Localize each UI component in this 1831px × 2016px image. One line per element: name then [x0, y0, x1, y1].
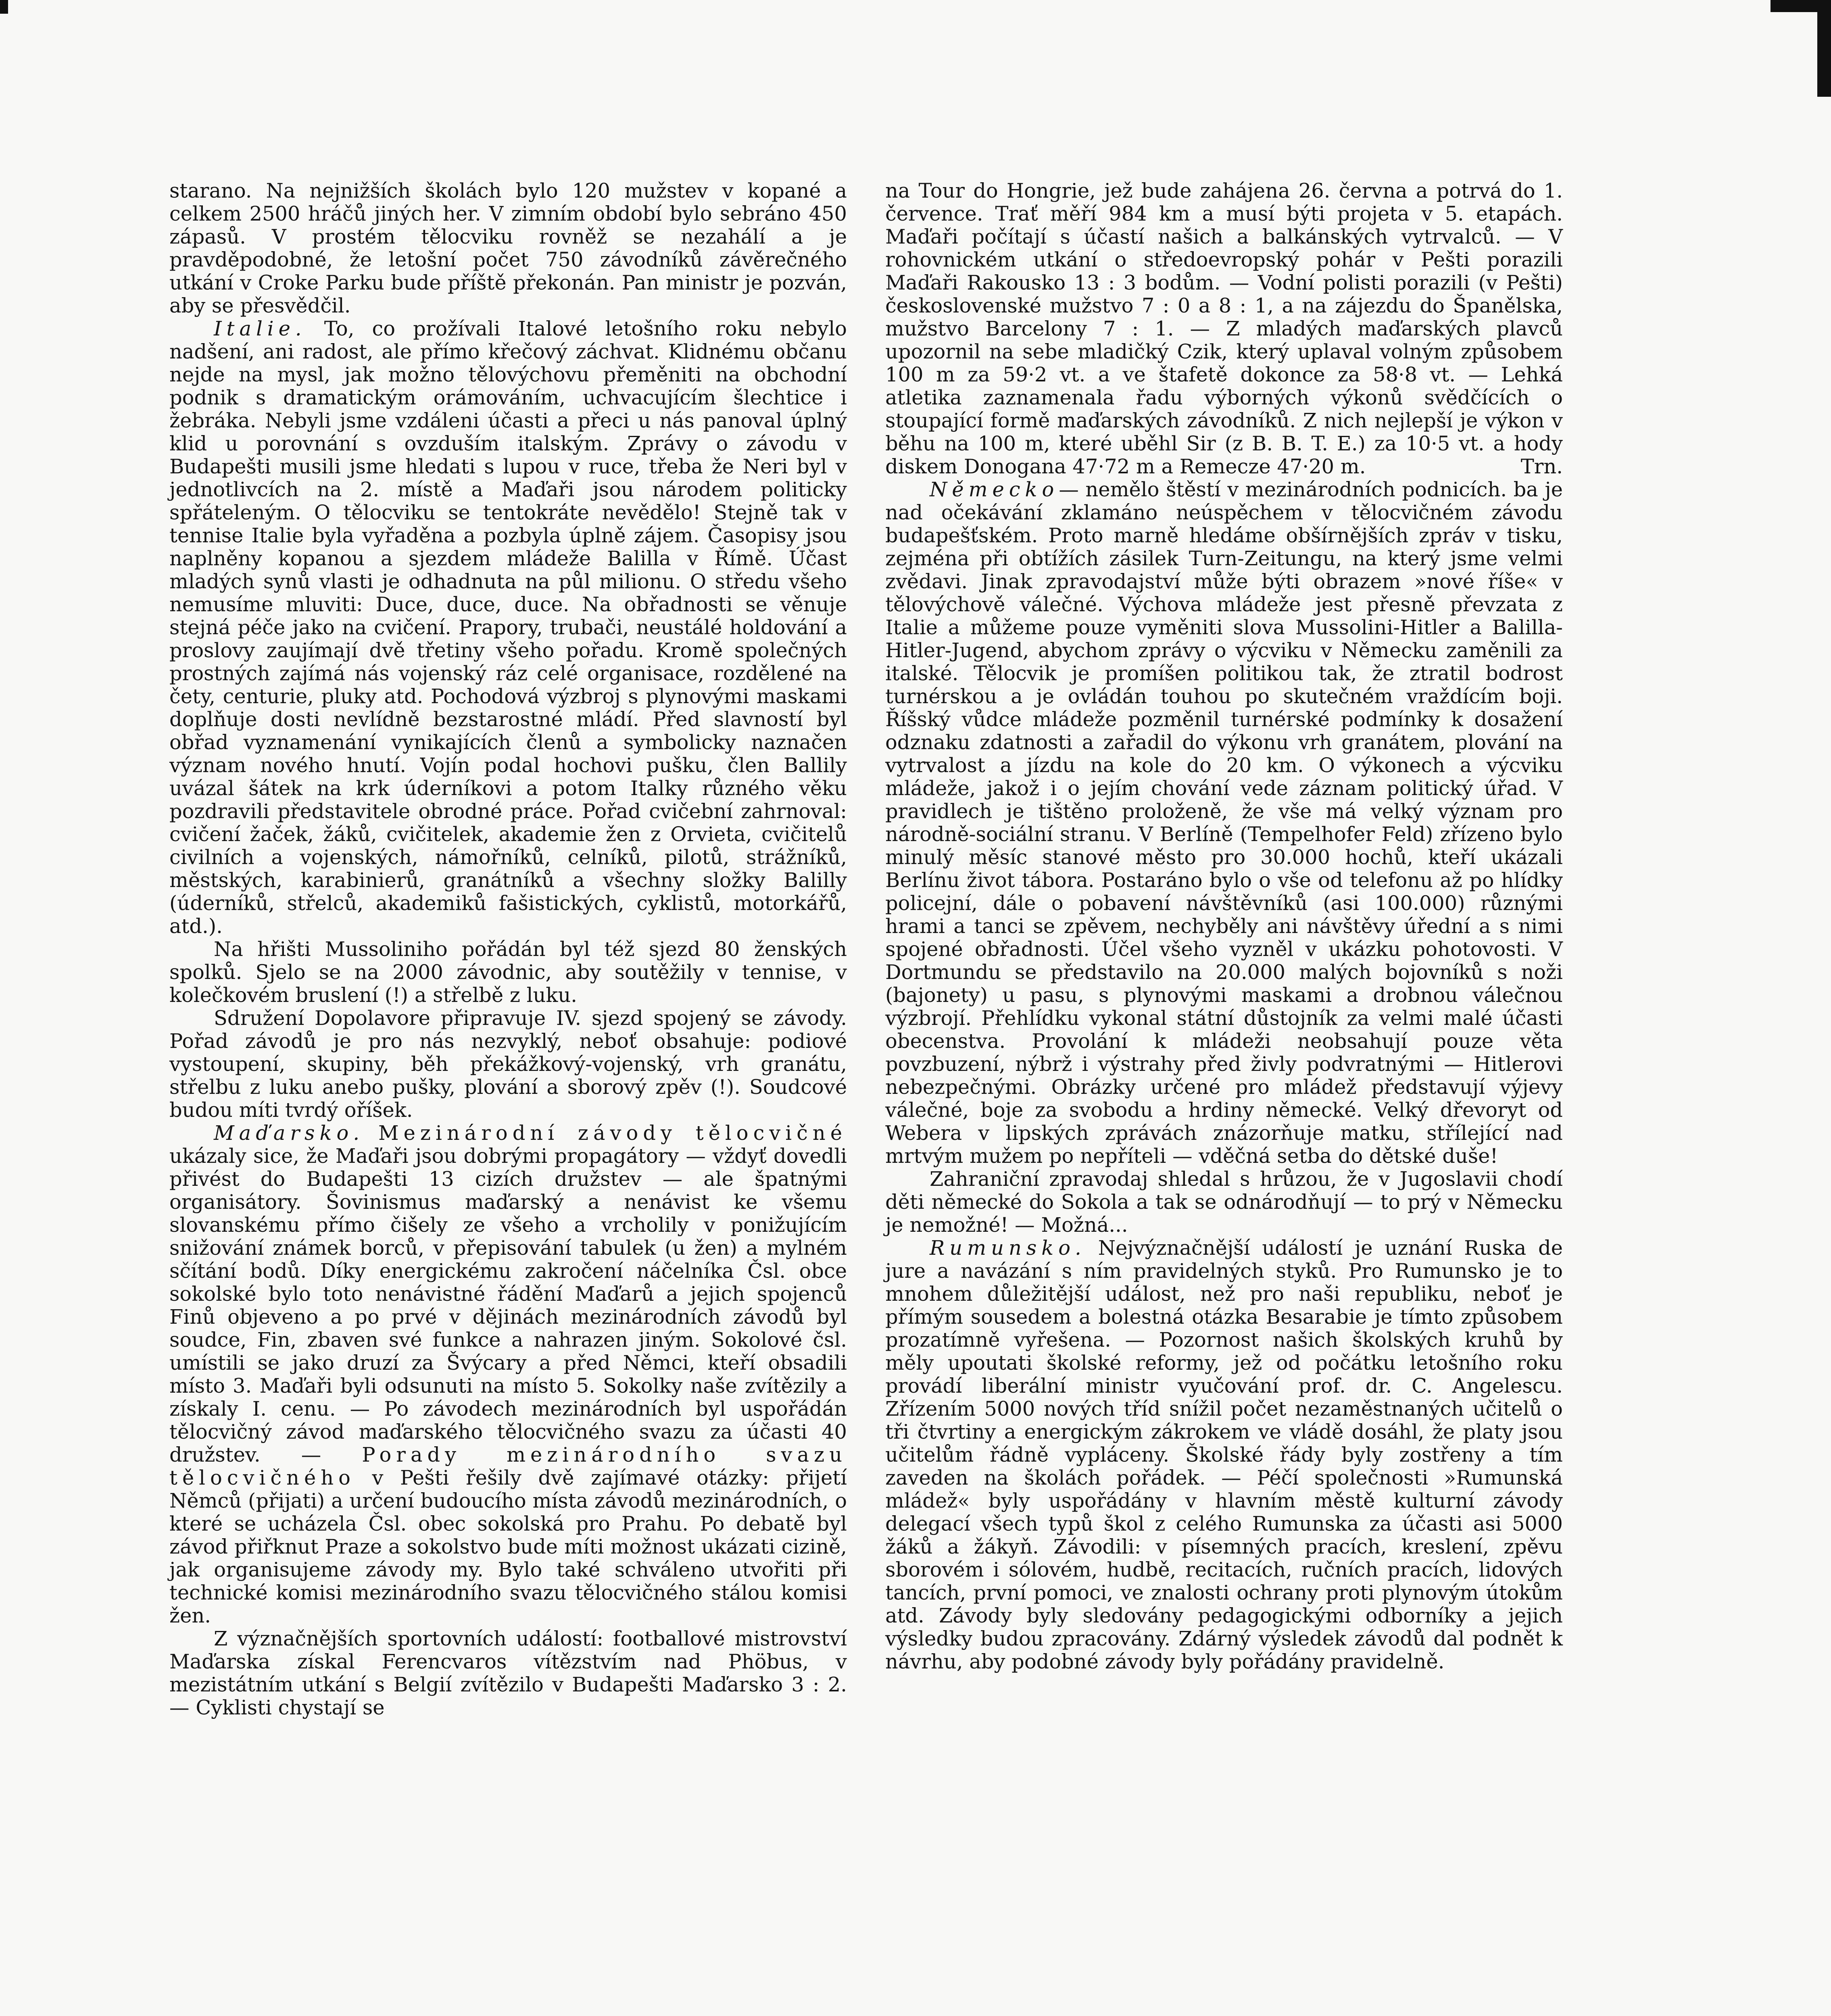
spaced-phrase: Mezinárodní závody tělocvičné	[378, 1121, 847, 1145]
paragraph-text: v Pešti řešily dvě zajímavé otázky: přijetí Němců (přijati) a určení budoucího místa závodů mezinárodních, o které se ucházela Čsl. obec sokolská pro Prahu. Po debatě byl závod přiřknut Praze a sokolstvo bude míti možnost ukázati cizině, jak organisujeme závody my. Bylo také schváleno utvořiti při technické komisi mezinárodního svazu tělocvičného stálou komisi žen.	[169, 1466, 847, 1627]
right-column	[885, 179, 1563, 1673]
paragraph-rumunsko	[885, 1237, 1563, 1673]
section-heading-nemecko: Německo	[930, 478, 1059, 501]
paragraph: starano. Na nejnižších školách bylo 120 mužstev v kopané a celkem 2500 hráčů jiných her. V zimním období bylo sebráno 450 zápasů. V prostém tělocviku rovněž se nezahálí a je pravděpodobné, že letošní počet 750 závodníků závěrečného utkání v Croke Parku bude příště překonán. Pan ministr je pozván, aby se přesvědčil.	[169, 179, 847, 317]
paragraph-madarsko	[169, 1122, 847, 1627]
paragraph-text: — nemělo štěstí v mezinárodních podnicích. ba je nad očekávání zklamáno neúspěchem v tělocvičném závodu budapešťském. Proto marně hledáme obšírnějších zpráv v tisku, zejména při obtížích zásilek Turn-Zeitungu, na který jsme velmi zvědavi. Jinak zpravodajství může býti obrazem »nové říše« v tělovýchově válečné. Výchova mládeže jest přesně převzata z Italie a můžeme pouze vyměniti slova Mussolini-Hitler a Balilla-Hitler-Jugend, abychom zprávy o výcviku v Německu zaměnili za italské. Tělocvik je promíšen politikou tak, že ztratil bodrost turnérskou a je ovládán touhou po skutečném vraždícím boji. Říšský vůdce mládeže pozměnil turnérské podmínky k dosažení odznaku zdatnosti a zařadil do výkonu vrh granátem, plování na vytrvalost a jízdu na kole do 20 km. O výkonech a výcviku mládeže, jakož i o jejím chování vede záznam politický úřad. V pravidlech je tištěno proloženě, že vše má velký význam pro národně-sociální stranu. V Berlíně (Tempelhofer Feld) zřízeno bylo minulý měsíc stanové město pro 30.000 hochů, kteří ukázali Berlínu život tábora. Postaráno bylo o vše od telefonu až po hlídky policejní, dále o pobavení návštěvníků (asi 100.000) různými hrami a tanci se zpěvem, nechyběly ani návštěvy úřední a s nimi spojené obřadnosti. Účel všeho vyzněl v ukázku pohotovosti. V Dortmundu se představilo na 20.000 malých bojovníků s noži (bajonety) u pasu, s plynovými maskami a drobnou válečnou výzbrojí. Přehlídku vykonal státní důstojník za velmi malé účasti obecenstva. Provolání k mládeži neobsahují pouze věta povzbuzení, nýbrž i výstrahy před živly podvratnými — Hitlerovi nebezpečnými. Obrázky určené pro mládež představují výjevy válečné, boje za svobodu a hrdiny německé. Velký dřevoryt od Webera v lipských zprávách znázorňuje matku, střílející nad mrtvým mužem po nepříteli — vděčná setba do dětské duše!	[885, 478, 1563, 1168]
paragraph-text: Nejvýznačnější událostí je uznání Ruska de jure a navázání s ním pravidelných styků. Pro Rumunsko je to mnohem důležitější událost, než pro naši republiku, neboť je přímým sousedem a bolestná otázka Besarabie je tímto způsobem prozatímně vyřešena. — Pozornost našich školských kruhů by měly upoutati školské reformy, jež od počátku letošního roku provádí liberální ministr vyučování prof. dr. C. Angelescu. Zřízením 5000 nových tříd snížil počet nezaměstnaných učitelů o tři čtvrtiny a energickým zákrokem ve vládě dosáhl, že platy jsou učitelům řádně vypláceny. Školské řády byly zostřeny a tím zaveden na školách pořádek. — Péčí společnosti »Rumunská mládež« byly uspořádány v hlavním městě kulturní závody delegací všech typů škol z celého Rumunska za účasti asi 5000 žáků a žákyň. Závodili: v písemných pracích, kreslení, zpěvu sborovém i sólovém, hudbě, recitacích, ručních pracích, lidových tancích, první pomoci, ve znalosti ochrany proti plynovým útokům atd. Závody byly sledovány pedagogickými odborníky a jejich výsledky budou zpracovány. Zdárný výsledek závodů dal podnět k návrhu, aby podobné závody byly pořádány pravidelně.	[885, 1236, 1563, 1673]
paragraph-text: To, co prožívali Italové letošního roku nebylo nadšení, ani radost, ale přímo křečový záchvat. Klidnému občanu nejde na mysl, jak možno tělovýchovu přeměniti na obchodní podnik s dramatickým orámováním, uchvacujícím šlechtice i žebráka. Nebyli jsme vzdáleni účasti a přeci u nás panoval úplný klid u porovnání s ovzduším italským. Zprávy o závodu v Budapešti musili jsme hledati s lupou v ruce, třeba že Neri byl v jednotlivcích na 2. místě a Maďaři jsou národem politicky spřáteleným. O tělocviku se tentokráte nevědělo! Stejně tak v tennise Italie byla vyřaděna a pozbyla úplně zájem. Časopisy jsou naplněny kopanou a sjezdem mládeže Balilla v Římě. Účast mladých synů vlasti je odhadnuta na půl milionu. O středu všeho nemusíme mluviti: Duce, duce, duce. Na obřadnosti se věnuje stejná péče jako na cvičení. Prapory, trubači, neustálé holdování a proslovy zaujímají dvě třetiny všeho pořadu. Kromě společných prostných zajímá nás vojenský ráz celé organisace, rozdělené na čety, centurie, pluky atd. Pochodová výzbroj s plynovými maskami doplňuje dosti nevlídně bezstarostné mládí. Před slavností byl obřad vyznamenání vynikajících členů a symbolicky naznačen význam nového hnutí. Vojín podal hochovi pušku, člen Ballily uvázal šátek na krk úderníkovi a potom Italky různého věku pozdravili představitele obrodné práce. Pořad cvičební zahrnoval: cvičení žaček, žáků, cvičitelek, akademie žen z Orvieta, cvičitelů civilních a vojenských, námořníků, celníků, pilotů, strážníků, městských, karabinierů, granátníků a všechny složky Balilly (úderníků, střelců, akademiků fašistických, cyklistů, motorkářů, atd.).	[169, 317, 847, 938]
left-column	[169, 179, 847, 1719]
scan-edge-mark	[1771, 0, 1831, 12]
paragraph: Z význačnějších sportovních událostí: footballové mistrovství Maďarska získal Ferencvaros vítězstvím nad Phöbus, v mezistátním utkání s Belgií zvítězilo v Budapešti Maďarsko 3 : 2. — Cyklisti chystají se	[169, 1627, 847, 1719]
paragraph	[885, 179, 1563, 478]
paragraph: Sdružení Dopolavore připravuje IV. sjezd spojený se závody. Pořad závodů je pro nás nezvyklý, neboť obsahuje: podiové vystoupení, skupiny, běh překážkový-vojenský, vrh granátu, střelbu z luku anebo pušky, plování a sborový zpěv (!). Soudcové budou míti tvrdý oříšek.	[169, 1006, 847, 1122]
paragraph-text: ukázaly sice, že Maďaři jsou dobrými propagátory — vždyť dovedli přivést do Budapešti 13 cizích družstev — ale špatnými organisátory. Šovinismus maďarský a nenávist ke všemu slovanskému přímo čišely ze všeho a vrcholily v ponižujícím snižování známek borců, v přepisování tabulek (u žen) a mylném sčítání bodů. Díky energickému zakročení náčelníka Čsl. obce sokolské bylo toto nenávistné řádění Maďarů a jejich spojenců Finů objeveno a po prvé v dějinách mezinárodních závodů byl soudce, Fin, zbaven své funkce a nahrazen jiným. Sokolové čsl. umístili se jako druzí za Švýcary a před Němci, kteří obsadili místo 3. Maďaři byli odsunuti na místo 5. Sokolky naše zvítězily a získaly I. cenu. — Po závodech mezinárodních byl uspořádán tělocvičný závod maďarského tělocvičného svazu za účasti 40 družstev. —	[169, 1144, 847, 1466]
spaced-phrase: Porady mezinárodního svazu tělocvičného	[169, 1443, 847, 1489]
paragraph: Zahraniční zpravodaj shledal s hrůzou, že v Jugoslavii chodí děti německé do Sokola a tak se odnárodňují — to prý v Německu je nemožné! — Možná...	[885, 1167, 1563, 1237]
author-signature: Trn.	[1520, 455, 1563, 478]
section-heading-madarsko: Maďarsko.	[214, 1121, 365, 1145]
scan-corner-mark	[0, 0, 8, 14]
paragraph: Na hřišti Mussoliniho pořádán byl též sjezd 80 ženských spolků. Sjelo se na 2000 závodnic, aby soutěžily v tennise, v kolečkovém bruslení (!) a střelbě z luku.	[169, 937, 847, 1007]
section-heading-italie: Italie.	[214, 317, 307, 340]
section-heading-rumunsko: Rumunsko.	[930, 1236, 1086, 1260]
paragraph-nemecko	[885, 478, 1563, 1168]
scan-edge-mark	[1817, 0, 1831, 97]
paragraph-italie	[169, 317, 847, 938]
paragraph-text: na Tour do Hongrie, jež bude zahájena 26. června a potrvá do 1. července. Trať měří 984 km a musí býti projeta v 5. etapách. Maďaři počítají s účastí našich a balkánských vytrvalců. — V rohovnickém utkání o středoevropský pohár v Pešti porazili Maďaři Rakousko 13 : 3 bodům. — Vodní polisti porazili (v Pešti) československé mužstvo 7 : 0 a 8 : 1, a na zájezdu do Španělska, mužstvo Barcelony 7 : 1. — Z mladých maďarských plavců upozornil na sebe mladičký Czik, který uplaval volným způsobem 100 m za 59·2 vt. a ve štafetě dokonce za 58·8 vt. — Lehká atletika zaznamenala řadu výborných výkonů svědčících o stoupající formě maďarských závodníků. Z nich nejlepší je výkon v běhu na 100 m, které uběhl Sir (z B. B. T. E.) za 10·5 vt. a hody diskem Donogana 47·72 m a Remecze 47·20 m.	[885, 179, 1563, 478]
